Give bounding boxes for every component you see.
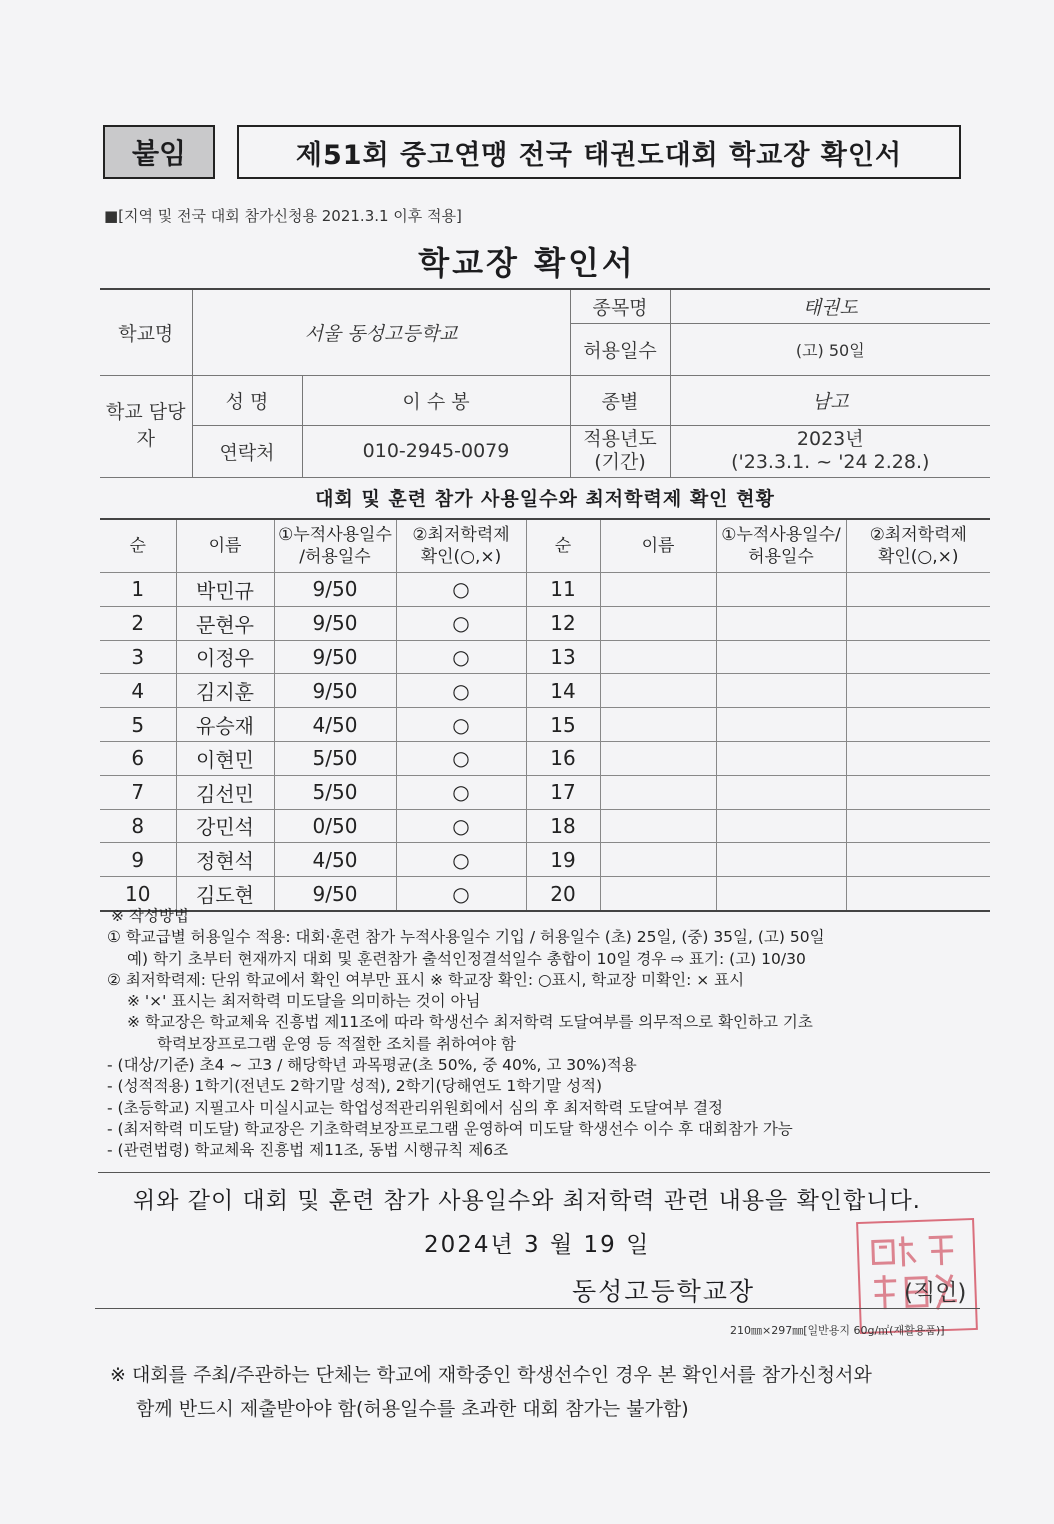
name-value: 이 수 봉 <box>302 375 570 425</box>
row-name: 유승재 <box>176 708 274 742</box>
signature-divider <box>95 1308 980 1309</box>
row-days-right <box>716 640 846 674</box>
table-row <box>100 741 990 775</box>
row-check: ○ <box>396 708 526 742</box>
footer-line: ※ 대회를 주최/주관하는 단체는 학교에 재학중인 학생선수인 경우 본 확인서를 참가신청서와 <box>110 1364 872 1386</box>
header-name: 이름 <box>176 519 274 573</box>
row-days-right <box>716 708 846 742</box>
row-days-right <box>716 573 846 607</box>
row-no-right: 12 <box>526 606 600 640</box>
row-check-right <box>846 674 990 708</box>
row-days-right <box>716 775 846 809</box>
contact-value: 010-2945-0079 <box>302 425 570 477</box>
header-check-1: ②최저학력제 <box>412 525 510 545</box>
principal-title: 동성고등학교장 <box>572 1277 756 1306</box>
row-days: 9/50 <box>274 640 396 674</box>
row-name: 강민석 <box>176 809 274 843</box>
year-label-2: (기간) <box>594 451 646 473</box>
row-no-right: 18 <box>526 809 600 843</box>
footer-line: 함께 반드시 제출받아야 함(허용일수를 초과한 대회 참가는 불가함) <box>136 1398 689 1420</box>
row-name: 정현석 <box>176 843 274 877</box>
header-name-right: 이름 <box>600 519 716 573</box>
row-check-right <box>846 640 990 674</box>
header-days-1: ①누적사용일수 <box>278 525 392 545</box>
roster-table <box>100 518 990 912</box>
table-row <box>100 606 990 640</box>
row-no: 7 <box>100 775 176 809</box>
row-days: 9/50 <box>274 573 396 607</box>
row-name: 김도현 <box>176 877 274 911</box>
year-label-1: 적용년도 <box>583 428 657 450</box>
row-no: 9 <box>100 843 176 877</box>
category-label: 종별 <box>570 375 670 425</box>
note-line: ※ '×' 표시는 최저학력 미도달을 의미하는 것이 아님 <box>127 992 481 1011</box>
table-row <box>100 843 990 877</box>
row-days: 4/50 <box>274 708 396 742</box>
table-row <box>100 708 990 742</box>
contact-label: 연락처 <box>192 425 302 477</box>
school-info-table <box>100 288 990 478</box>
note-line: 학력보장프로그램 운영 등 적절한 조치를 취하여야 함 <box>157 1034 516 1053</box>
row-name-right <box>600 674 716 708</box>
row-no: 3 <box>100 640 176 674</box>
row-check: ○ <box>396 640 526 674</box>
allowed-days-value: (고) 50일 <box>670 323 990 375</box>
category-value: 남고 <box>670 375 990 425</box>
row-days-right <box>716 674 846 708</box>
roster-header-row <box>100 519 990 573</box>
row-no-right: 17 <box>526 775 600 809</box>
allowed-days-label: 허용일수 <box>570 323 670 375</box>
header-check-right-1: ②최저학력제 <box>869 525 967 545</box>
row-no: 10 <box>100 877 176 911</box>
seal-placeholder: (직인) <box>904 1280 967 1306</box>
header-no: 순 <box>100 519 176 573</box>
row-check: ○ <box>396 843 526 877</box>
form-title: 제51회 중고연맹 전국 태권도대회 학교장 확인서 <box>237 125 961 179</box>
writing-instructions <box>103 906 993 1162</box>
table-row <box>100 573 990 607</box>
row-days: 4/50 <box>274 843 396 877</box>
section-title: 대회 및 훈련 참가 사용일수와 최저학력제 확인 현황 <box>315 488 775 510</box>
row-name-right <box>600 640 716 674</box>
row-check: ○ <box>396 674 526 708</box>
row-days-right <box>716 809 846 843</box>
row-check: ○ <box>396 606 526 640</box>
note-line: - (관련법령) 학교체육 진흥법 제11조, 동법 시행규칙 제6조 <box>107 1141 509 1160</box>
event-value: 태권도 <box>670 289 990 323</box>
table-row <box>100 640 990 674</box>
note-line: - (최저학력 미도달) 학교장은 기초학력보장프로그램 운영하여 미도달 학생선수 이수 후 대회참가 가능 <box>107 1119 793 1138</box>
row-days: 5/50 <box>274 775 396 809</box>
row-check: ○ <box>396 775 526 809</box>
note-line: ※ 학교장은 학교체육 진흥법 제11조에 따라 학생선수 최저학력 도달여부를 의무적으로 확인하고 기초 <box>127 1013 813 1032</box>
attachment-label: 붙임 <box>103 125 215 179</box>
row-check: ○ <box>396 809 526 843</box>
row-name-right <box>600 843 716 877</box>
name-label: 성 명 <box>192 375 302 425</box>
row-no: 2 <box>100 606 176 640</box>
row-name: 문현우 <box>176 606 274 640</box>
row-check-right <box>846 809 990 843</box>
row-no-right: 15 <box>526 708 600 742</box>
header-days-2: /허용일수 <box>299 547 371 567</box>
row-check: ○ <box>396 877 526 911</box>
row-check: ○ <box>396 573 526 607</box>
row-no-right: 16 <box>526 741 600 775</box>
year-value-1: 2023년 <box>796 428 864 450</box>
paper-spec: 210㎜×297㎜[일반용지 60g/㎡(재활용품)] <box>730 1324 945 1337</box>
header-check-2: 확인(○,×) <box>420 547 502 567</box>
header-days-right-1: ①누적사용일수/ <box>721 525 841 545</box>
row-name-right <box>600 606 716 640</box>
row-no-right: 14 <box>526 674 600 708</box>
year-value-2: ('23.3.1. ~ '24 2.28.) <box>731 451 930 473</box>
row-name-right <box>600 775 716 809</box>
header-no-right: 순 <box>526 519 600 573</box>
confirmation-statement: 위와 같이 대회 및 훈련 참가 사용일수와 최저학력 관련 내용을 확인합니다. <box>133 1188 921 1214</box>
school-name-label: 학교명 <box>100 289 192 375</box>
row-name-right <box>600 708 716 742</box>
row-name: 박민규 <box>176 573 274 607</box>
row-name-right <box>600 741 716 775</box>
note-line: ② 최저학력제: 단위 학교에서 확인 여부만 표시 ※ 학교장 확인: ○표시, 학교장 미확인: × 표시 <box>107 970 745 989</box>
row-check-right <box>846 775 990 809</box>
row-no-right: 19 <box>526 843 600 877</box>
row-name-right <box>600 573 716 607</box>
issue-date: 2024년 3 월 19 일 <box>424 1232 651 1258</box>
row-days-right <box>716 843 846 877</box>
table-row <box>100 674 990 708</box>
row-check-right <box>846 573 990 607</box>
school-name-value: 서울 동성고등학교 <box>192 289 570 375</box>
row-no: 1 <box>100 573 176 607</box>
table-row <box>100 809 990 843</box>
header-check-right-2: 확인(○,×) <box>877 547 959 567</box>
row-name-right <box>600 809 716 843</box>
row-no-right: 13 <box>526 640 600 674</box>
document-title: 학교장 확인서 <box>418 244 636 282</box>
notes-divider <box>98 1172 990 1173</box>
row-no: 8 <box>100 809 176 843</box>
application-note: ■[지역 및 전국 대회 참가신청용 2021.3.1 이후 적용] <box>104 207 462 225</box>
row-days: 9/50 <box>274 674 396 708</box>
row-days: 5/50 <box>274 741 396 775</box>
row-days: 9/50 <box>274 877 396 911</box>
header-days-right-2: 허용일수 <box>748 547 814 567</box>
row-name: 김선민 <box>176 775 274 809</box>
row-no: 5 <box>100 708 176 742</box>
note-line: - (성적적용) 1학기(전년도 2학기말 성적), 2학기(당해연도 1학기말 성적) <box>107 1077 603 1096</box>
manager-label: 학교 담당자 <box>100 375 192 477</box>
row-no: 4 <box>100 674 176 708</box>
row-days-right <box>716 606 846 640</box>
row-days: 0/50 <box>274 809 396 843</box>
event-label: 종목명 <box>570 289 670 323</box>
row-no-right: 11 <box>526 573 600 607</box>
note-line: ① 학교급별 허용일수 적용: 대회·훈련 참가 누적사용일수 기입 / 허용일수 (초) 25일, (중) 35일, (고) 50일 <box>107 928 825 947</box>
row-name: 이현민 <box>176 741 274 775</box>
note-line: - (대상/기준) 초4 ~ 고3 / 해당학년 과목평균(초 50%, 중 40%, 고 30%)적용 <box>107 1056 637 1075</box>
row-name: 이정우 <box>176 640 274 674</box>
row-check-right <box>846 741 990 775</box>
row-days: 9/50 <box>274 606 396 640</box>
row-check: ○ <box>396 741 526 775</box>
table-row <box>100 775 990 809</box>
row-check-right <box>846 606 990 640</box>
submission-note <box>110 1358 872 1426</box>
row-days-right <box>716 741 846 775</box>
row-no-right: 20 <box>526 877 600 911</box>
row-name: 김지훈 <box>176 674 274 708</box>
note-line: - (초등학교) 지필고사 미실시교는 학업성적관리위원회에서 심의 후 최저학력 도달여부 결정 <box>107 1098 724 1117</box>
row-no: 6 <box>100 741 176 775</box>
row-check-right <box>846 708 990 742</box>
row-check-right <box>846 843 990 877</box>
note-line: 예) 학기 초부터 현재까지 대회 및 훈련참가 출석인정결석일수 총합이 10일 경우 ⇨ 표기: (고) 10/30 <box>127 949 806 968</box>
note-line: ※ 작성방법 <box>111 907 189 925</box>
